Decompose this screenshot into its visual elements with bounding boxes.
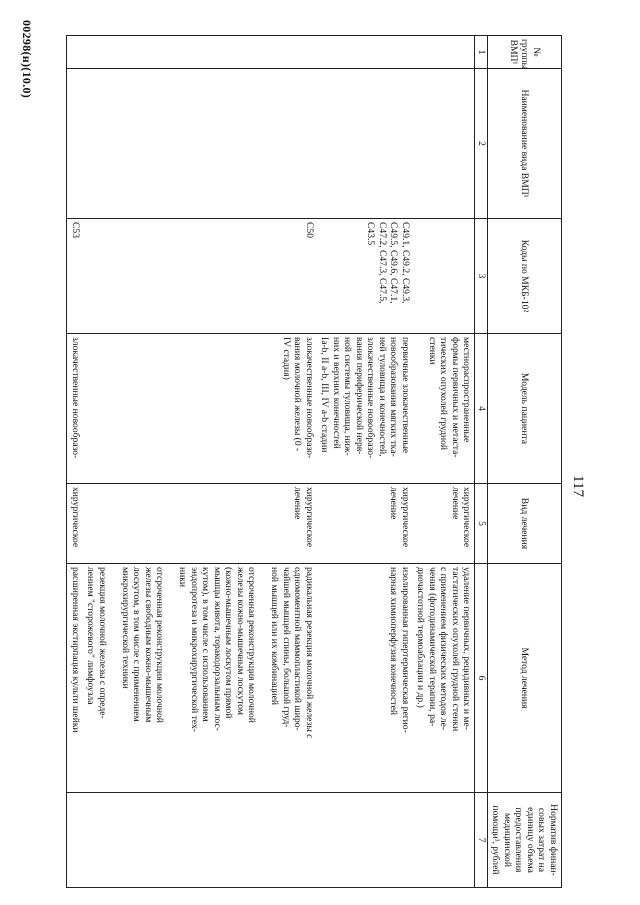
document-code: 00298(н)(10.0) xyxy=(20,20,34,99)
treatment-method-cell: изолированная гипертермическая регио- нарная химиоперфузия конечностей xyxy=(317,564,413,793)
patient-model-cell: местнораспространенные формы первичных и метаста- тических опухолей грудной стенки xyxy=(413,334,475,484)
column-number: 6 xyxy=(475,564,488,793)
patient-model-cell: злокачественные новообразо- вания молочной железы (0 - IV стадия) xyxy=(83,334,317,484)
group-cell xyxy=(67,36,83,69)
vmp-name-cell xyxy=(83,69,317,219)
group-cell xyxy=(83,36,317,69)
column-number-row xyxy=(475,36,488,888)
column-number: 3 xyxy=(475,219,488,334)
table-row xyxy=(67,36,83,888)
column-number: 4 xyxy=(475,334,488,484)
treatment-method-cell: расширенная экстирпация культи шейки xyxy=(67,564,83,793)
header-icd-codes: Коды по МКБ-10² xyxy=(488,219,562,334)
table-header-row xyxy=(488,36,562,888)
column-number: 7 xyxy=(475,793,488,888)
cost-cell xyxy=(413,793,475,888)
vmp-name-cell xyxy=(413,69,475,219)
header-vmp-name: Наименование вида ВМП¹ xyxy=(488,69,562,219)
icd-codes-cell: C49.1, C49.2, C49.3, C49.5, C49.6, C47.1, C47.2, C47.3, C47.5, C43.5 xyxy=(317,219,413,334)
table-row xyxy=(83,36,317,888)
treatment-method-cell: радикальная резекция молочной железы с одномоментной маммопластикой широ- чайшей мышцей спины, большой груд- ной мышцей или их комбинацией отсроченная реконструкция молочной железы кожно-мышечным лоскутом (кожно-мышечным лоскутом прямой мышцы живота, торакодорзальным лос- кутом), в том числе с использованием эндопротеза и микрохирургической тех- ники отсроченная реконструкция молочной железы свободным кожно-мышечным лоскутом, в том числе с применением микрохирургической техники резекция молочной железы с опреде- лением "сторожевого" лимфоузла xyxy=(83,564,317,793)
group-cell xyxy=(317,36,413,69)
treatment-type-cell: хирургическое лечение xyxy=(83,484,317,564)
cost-cell xyxy=(83,793,317,888)
table-row xyxy=(413,36,475,888)
column-number: 1 xyxy=(475,36,488,69)
header-group-number: № группы ВМП¹ xyxy=(488,36,562,69)
treatment-type-cell: хирургическое лечение xyxy=(317,484,413,564)
group-cell xyxy=(413,36,475,69)
treatment-method-cell: удаление первичных, рецидивных и ме- тастатических опухолей грудной стенки с применением физических методов ле- чения (фотодинамической терапии, ра- диочастотной термоаблации и др.) xyxy=(413,564,475,793)
column-number: 5 xyxy=(475,484,488,564)
treatment-type-cell: хирургическое лечение xyxy=(413,484,475,564)
icd-codes-cell: C53 xyxy=(67,219,83,334)
vmp-name-cell xyxy=(317,69,413,219)
page-number: 117 xyxy=(570,475,586,497)
column-number: 2 xyxy=(475,69,488,219)
vmp-name-cell xyxy=(67,69,83,219)
header-cost-norm: Норматив финан- совых затрат на единицу объема предоставления медицинской помощи³, рублей xyxy=(488,793,562,888)
header-treatment-method: Метод лечения xyxy=(488,564,562,793)
treatment-type-cell: хирургическое xyxy=(67,484,83,564)
icd-codes-cell: C50 xyxy=(83,219,317,334)
table-row xyxy=(317,36,413,888)
icd-codes-cell xyxy=(413,219,475,334)
patient-model-cell: злокачественные новообразо- xyxy=(67,334,83,484)
header-patient-model: Модель пациента xyxy=(488,334,562,484)
patient-model-cell: первичные злокачественные новообразования мягких тка- ней туловища и конечностей, злокачественные новообразо- вания периферической нерв- ной системы туловища, ниж- них и верхних конечностей Ia-b, II a-b, III, IV a-b стадии xyxy=(317,334,413,484)
cost-cell xyxy=(67,793,83,888)
header-treatment-type: Вид лечения xyxy=(488,484,562,564)
cost-cell xyxy=(317,793,413,888)
vmp-table xyxy=(67,35,563,888)
